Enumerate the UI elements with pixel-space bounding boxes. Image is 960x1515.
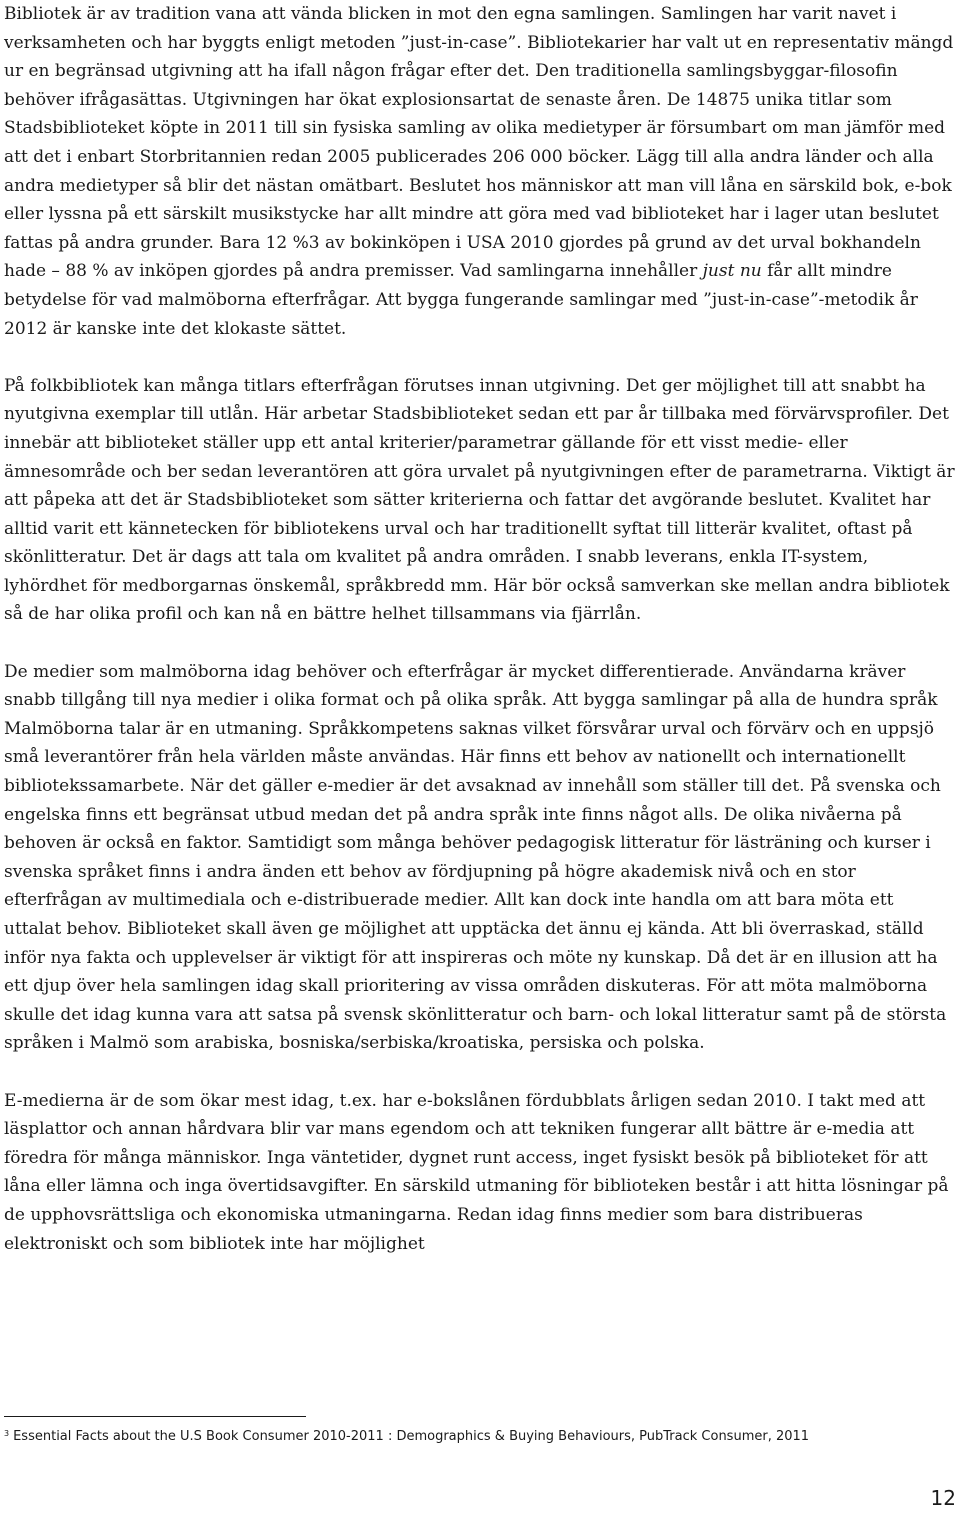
paragraph-text: E-medierna är de som ökar mest idag, t.ex. har e-bokslånen fördubblats årligen sedan 2010. I takt med att läsplattor och annan hårdvara blir var mans egendom och att tekniken fungerar allt bättre är e-media att föredra för många människor. Inga väntetider, dygnet runt access, inget fysiskt besök på biblioteket för att låna eller lämna och inga övertidsavgifter. En särskild utmaning för biblioteken består i att hitta lösningar på de upphovsrättsliga och ekonomiska utmaningarna. Redan idag finns medier som bara distribueras elektroniskt och som bibliotek inte har möjlighet: [4, 1090, 949, 1254]
italic-emphasis: just nu: [702, 261, 762, 282]
footnote-marker: 3: [4, 1429, 10, 1438]
paragraph-differentiated-media: [4, 658, 956, 1058]
paragraph-text: De medier som malmöborna idag behöver och efterfrågar är mycket differentierade. Användarna kräver snabb tillgång till nya medier i olika format och på olika språk. Att bygga samlingar på alla de hundra språk Malmöborna talar är en utmaning. Språkkompetens saknas vilket försvårar urval och förvärv och en uppsjö små leverantörer från hela världen måste användas. Här finns ett behov av nationellt och internationellt bibliotekssamarbete. När det gäller e-medier är det avsaknad av innehåll som ställer till det. På svenska och engelska finns ett begränsat utbud medan det på andra språk inte finns något alls. De olika nivåerna på behoven är också en faktor. Samtidigt som många behöver pedagogisk litteratur för lästräning och kurser i svenska språket finns i andra änden ett behov av fördjupning på högre akademisk nivå och en stor efterfrågan av multimediala och e-distribuerade medier. Allt kan dock inte handla om att bara möta ett uttalat behov. Biblioteket skall även ge möjlighet att upptäcka det ännu ej kända. Att bli överraskad, ställd inför nya fakta och upplevelser är viktigt för att inspireras och möte ny kunskap. Då det är en illusion att ha ett djup över hela samlingen idag skall prioritering av vissa områden diskuteras. För att möta malmöborna skulle det idag kunna vara att satsa på svensk skönlitteratur och barn- och lokal litteratur samt på de största språken i Malmö som arabiska, bosniska/serbiska/kroatiska, persiska och polska.: [4, 661, 947, 1054]
paragraph-acquisition-profiles: [4, 372, 956, 629]
footnote: [4, 1424, 956, 1447]
footnote-text: Essential Facts about the U.S Book Consumer 2010-2011 : Demographics & Buying Behaviours, PubTrack Consumer, 2011: [13, 1429, 810, 1444]
footnote-separator: [4, 1416, 306, 1417]
paragraph-collection-policy: [4, 0, 956, 343]
paragraph-text: får allt mindre betydelse för vad malmöborna efterfrågar. Att bygga fungerande samlingar med ”just-in-case”-metodik år 2012 är kanske inte det klokaste sättet.: [4, 261, 918, 339]
paragraph-text: På folkbibliotek kan många titlars efterfrågan förutses innan utgivning. Det ger möjlighet till att snabbt ha nyutgivna exemplar till utlån. Här arbetar Stadsbiblioteket sedan ett par år tillbaka med förvärvsprofiler. Det innebär att biblioteket ställer upp ett antal kriterier/parametrar gällande för ett visst medie- eller ämnesområde och ber sedan leverantören att göra urvalet på nyutgivningen efter de parametrarna. Viktigt är att påpeka att det är Stadsbiblioteket som sätter kriterierna och fattar det avgörande beslutet. Kvalitet har alltid varit ett kännetecken för bibliotekens urval och har traditionellt syftat till litterär kvalitet, oftast på skönlitteratur. Det är dags att tala om kvalitet på andra områden. I snabb leverans, enkla IT-system, lyhördhet för medborgarnas önskemål, språkbredd mm. Här bör också samverkan ske mellan andra bibliotek så de har olika profil och kan nå en bättre helhet tillsammans via fjärrlån.: [4, 375, 955, 625]
paragraph-text: Bibliotek är av tradition vana att vända blicken in mot den egna samlingen. Samlingen har varit navet i verksamheten och har byggts enligt metoden ”just-in-case”. Bibliotekarier har valt ut en representativ mängd ur en begränsad utgivning att ha ifall någon frågar efter det. Den traditionella samlingsbyggar-filosofin behöver ifrågasättas. Utgivningen har ökat explosionsartat de senaste åren. De 14875 unika titlar som Stadsbiblioteket köpte in 2011 till sin fysiska samling av olika medietyper är försumbart om man jämför med att det i enbart Storbritannien redan 2005 publicerades 206 000 böcker. Lägg till alla andra länder och alla andra medietyper så blir det nästan omätbart. Beslutet hos människor att man vill låna en särskild bok, e-bok eller lyssna på ett särskilt musikstycke har allt mindre att göra med vad biblioteket har i lager utan beslutet fattas på andra grunder. Bara 12 %3 av bokinköpen i USA 2010 gjordes på grund av det urval bokhandeln hade – 88 % av inköpen gjordes på andra premisser. Vad samlingarna innehåller: [4, 4, 954, 282]
paragraph-e-media: [4, 1087, 956, 1259]
page-number: 12: [930, 1486, 956, 1510]
body-text: [4, 0, 956, 1258]
